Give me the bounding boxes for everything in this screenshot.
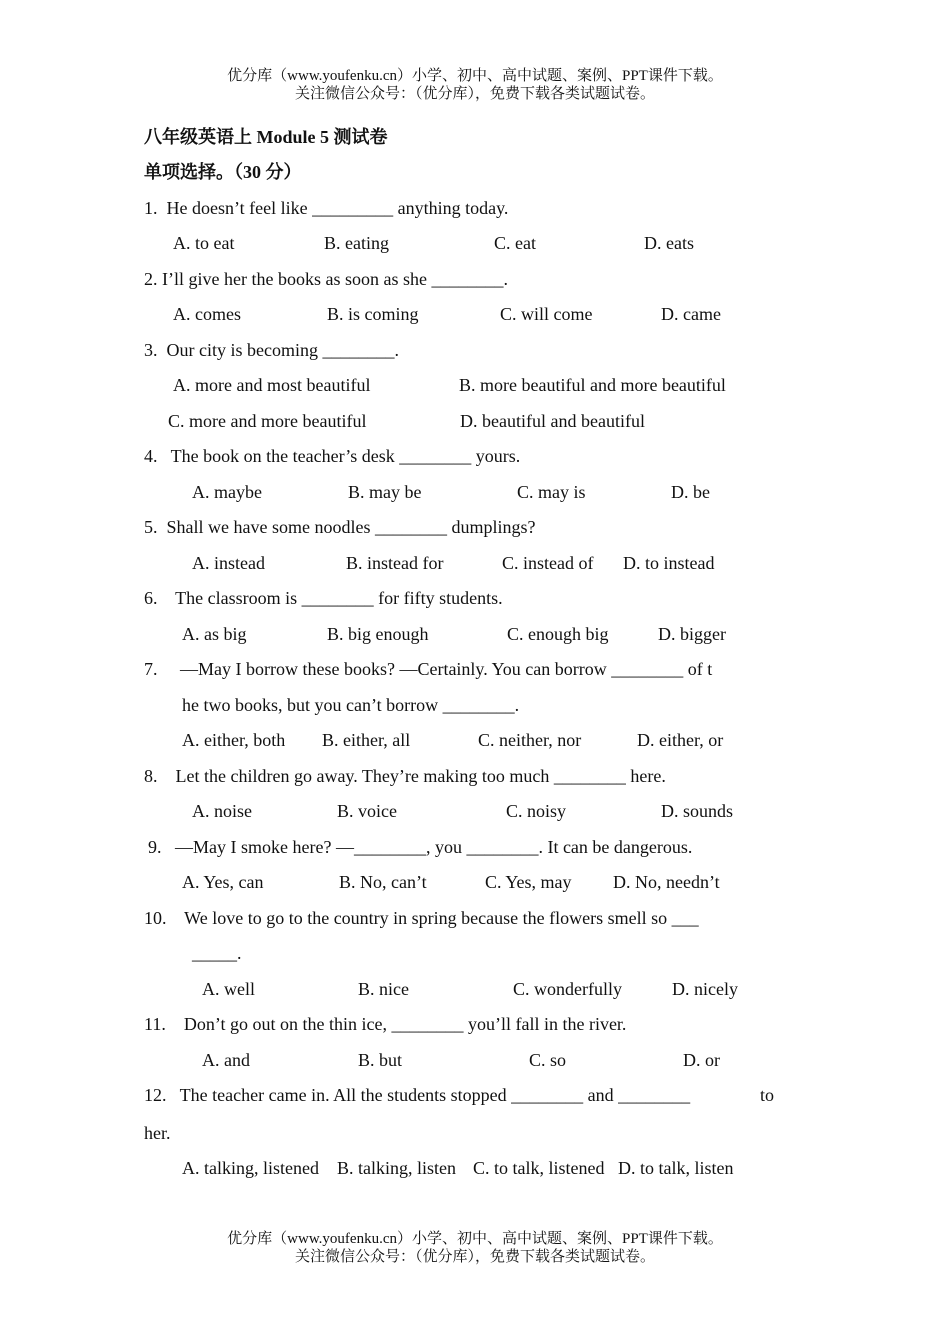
- question-7-stem-line-1: 7. —May I borrow these books? —Certainly. You can borrow ________ of t: [144, 659, 713, 679]
- question-8-option-b: B. voice: [337, 801, 397, 821]
- question-11-stem: 11. Don’t go out on the thin ice, ________ you’ll fall in the river.: [144, 1014, 627, 1034]
- question-10-option-d: D. nicely: [672, 979, 738, 999]
- question-2-option-d: D. came: [661, 304, 721, 324]
- question-4-stem: 4. The book on the teacher’s desk ________ yours.: [144, 446, 521, 466]
- question-7-option-d: D. either, or: [637, 730, 724, 750]
- question-11-option-b: B. but: [358, 1050, 403, 1070]
- document-title: 八年级英语上 Module 5 测试卷: [144, 127, 388, 147]
- question-8-option-a: A. noise: [192, 801, 252, 821]
- question-1-option-d: D. eats: [644, 233, 694, 253]
- question-11-option-c: C. so: [529, 1050, 567, 1070]
- question-7-option-b: B. either, all: [322, 730, 411, 750]
- question-5-option-b: B. instead for: [346, 553, 444, 573]
- question-5-option-a: A. instead: [192, 553, 265, 573]
- question-7-option-a: A. either, both: [182, 730, 286, 750]
- question-3-option-c: C. more and more beautiful: [168, 411, 367, 431]
- question-5-stem: 5. Shall we have some noodles ________ dumplings?: [144, 517, 536, 537]
- question-6-option-c: C. enough big: [507, 624, 609, 644]
- question-3-option-b: B. more beautiful and more beautiful: [459, 375, 726, 395]
- question-12-option-d: D. to talk, listen: [618, 1158, 734, 1178]
- question-5-option-c: C. instead of: [502, 553, 594, 573]
- question-12-option-c: C. to talk, listened: [473, 1158, 605, 1178]
- question-12-option-b: B. talking, listen: [337, 1158, 456, 1178]
- question-6-stem: 6. The classroom is ________ for fifty students.: [144, 588, 503, 608]
- footer-line-2: 关注微信公众号：（优分库），免费下载各类试题试卷。: [294, 1249, 655, 1265]
- question-9-option-b: B. No, can’t: [339, 872, 427, 892]
- header-line-2: 关注微信公众号：（优分库），免费下载各类试题试卷。: [294, 86, 655, 102]
- question-12-option-a: A. talking, listened: [182, 1158, 319, 1178]
- question-12-stem-to: to: [760, 1085, 775, 1105]
- question-2-option-a: A. comes: [173, 304, 241, 324]
- question-4-option-b: B. may be: [348, 482, 422, 502]
- question-8-option-c: C. noisy: [506, 801, 567, 821]
- question-9-option-d: D. No, needn’t: [613, 872, 720, 892]
- question-1-option-b: B. eating: [324, 233, 389, 253]
- question-4-option-d: D. be: [671, 482, 710, 502]
- footer-line-1: 优分库（www.youfenku.cn）小学、初中、高中试题、案例、PPT课件下载。: [227, 1231, 723, 1247]
- question-8-stem: 8. Let the children go away. They’re making too much ________ here.: [144, 766, 666, 786]
- question-10-stem-line-1: 10. We love to go to the country in spring because the flowers smell so ___: [144, 908, 699, 928]
- question-9-option-c: C. Yes, may: [485, 872, 572, 892]
- question-3-option-d: D. beautiful and beautiful: [460, 411, 645, 431]
- question-1-option-c: C. eat: [494, 233, 536, 253]
- question-5-option-d: D. to instead: [623, 553, 715, 573]
- question-7-stem-line-2: he two books, but you can’t borrow ________.: [182, 695, 520, 715]
- header-line-1: 优分库（www.youfenku.cn）小学、初中、高中试题、案例、PPT课件下载。: [227, 68, 723, 84]
- question-9-stem: 9. —May I smoke here? —________, you ________. It can be dangerous.: [148, 837, 693, 857]
- question-9-option-a: A. Yes, can: [182, 872, 264, 892]
- question-11-option-d: D. or: [683, 1050, 720, 1070]
- question-2-option-c: C. will come: [500, 304, 593, 324]
- question-6-option-a: A. as big: [182, 624, 247, 644]
- question-4-option-c: C. may is: [517, 482, 586, 502]
- question-1-stem: 1. He doesn’t feel like _________ anything today.: [144, 198, 509, 218]
- question-6-option-d: D. bigger: [658, 624, 726, 644]
- question-10-option-a: A. well: [202, 979, 255, 999]
- question-3-stem: 3. Our city is becoming ________.: [144, 340, 399, 360]
- question-11-option-a: A. and: [202, 1050, 250, 1070]
- question-10-option-c: C. wonderfully: [513, 979, 622, 999]
- section-heading: 单项选择。（30 分）: [144, 162, 302, 182]
- question-3-option-a: A. more and most beautiful: [173, 375, 371, 395]
- question-2-stem: 2. I’ll give her the books as soon as she ________.: [144, 269, 508, 289]
- question-1-option-a: A. to eat: [173, 233, 235, 253]
- question-8-option-d: D. sounds: [661, 801, 734, 821]
- question-6-option-b: B. big enough: [327, 624, 429, 644]
- question-12-stem-line-1: 12. The teacher came in. All the students stopped ________ and ________: [144, 1085, 691, 1105]
- question-10-stem-line-2: _____.: [192, 943, 242, 963]
- question-10-option-b: B. nice: [358, 979, 409, 999]
- question-7-option-c: C. neither, nor: [478, 730, 582, 750]
- question-2-option-b: B. is coming: [327, 304, 419, 324]
- question-4-option-a: A. maybe: [192, 482, 262, 502]
- question-12-stem-line-2: her.: [144, 1123, 171, 1143]
